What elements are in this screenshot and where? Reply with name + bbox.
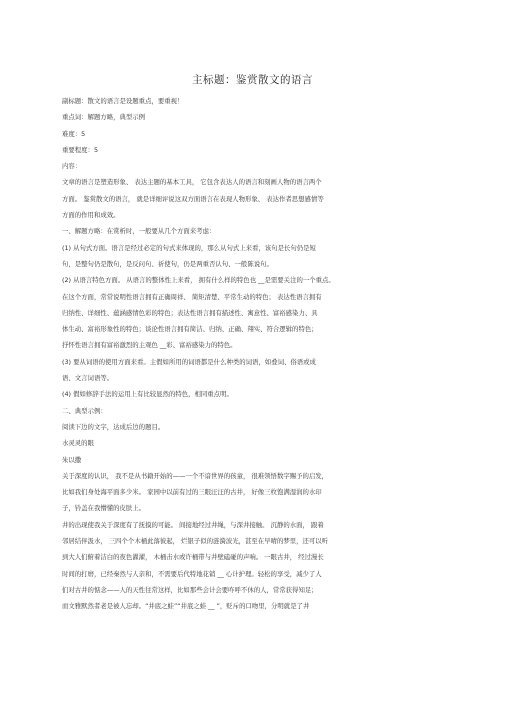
paragraph-line: 们对古井的惦念——人的天性往常这样，比如那些会计会要咋呼不休的人，常常获得知足； <box>62 585 318 594</box>
paragraph-line: 重点词：解题方略，典型示例 <box>62 113 146 122</box>
paragraph-line: 抒怀性语言拥有富裕激烈的主观色 __彩、富裕感染力的特色。 <box>62 341 237 350</box>
paragraph-line: 时间的打磨，已经秦然与人亲和，不需要后代特地花销 __ 心计护理。轻松的享受，减少了人 <box>62 569 322 578</box>
paragraph-line: 到大人们俯着洁白的夜色濯濯， 木桶击水或许桶带与井壁磕碰的声响。 一眼古井， 经过漫长 <box>62 553 324 562</box>
paragraph-line: 体生动、富裕形象性的特色；谈论性语言拥有简洁、归纳、正确、翔实、符合逻辑的特色； <box>62 325 318 334</box>
paragraph-line: 重要程度：5 <box>62 145 99 154</box>
paragraph-line: (2) 从语言特色方面。 从语言的整体性上来看， 拥有什么样的特色也 __是需要关注的一个重点。 <box>62 276 335 285</box>
document-title: 主标题：鉴赏散文的语言 <box>192 74 313 86</box>
paragraph-line: 阅读下边的文字，达成后边的题目。 <box>62 422 165 431</box>
paragraph-line: 文章的语言是塑造形象、 表达主题的基本工具， 它包含表达人的语言和刻画人物的语言两个 <box>62 178 322 187</box>
paragraph-line: 内容： <box>62 162 82 171</box>
paragraph-line: 而文雅默然者老是被人忘却。“井底之蛙”“井底之蛙 __ ”，贬斥的口吻里，分明就是了井 <box>62 602 310 611</box>
paragraph-line: 方面的作用和成效。 <box>62 211 120 220</box>
paragraph-line: 水灵灵的眼 <box>62 439 94 448</box>
paragraph-line: 句，是整句仍是散句，是反问句、祈使句，仍是两重否认句、一般陈说句。 <box>62 259 273 268</box>
paragraph-line: 语、文言词语等。 <box>62 374 114 383</box>
paragraph-line: 在这个方面，常常说明性语言拥有正确周祥、 简矩清楚、平常生动的特色； 表达性语言拥有 <box>62 292 322 301</box>
paragraph-line: 比如我们身处海平面多少米。 家园中以前有过的三眼汪汪的古井， 好像三枚饱满湿润的水印 <box>62 488 322 497</box>
paragraph-line: 一、解题方略：在赏析时，一般要从几个方面来考虑： <box>62 227 216 236</box>
paragraph-line: 井的出现使我关于深度有了抚摸的可能。 间接地经过井绳，与深井接触。 沉静的水面， 跟着 <box>62 520 324 529</box>
paragraph-line: 二、典型示例： <box>62 406 107 415</box>
document-body <box>62 93 457 615</box>
paragraph-line: 归纳性、详细性、蕴涵感情色彩的特色；表达性语言拥有描述性、寓意性、富裕感染力、具 <box>62 308 318 317</box>
paragraph-line: 朱以撒 <box>62 455 82 464</box>
paragraph-line: (1) 从句式方面。语言是经过必定的句式来体现的，那么从句式上来看，该句是长句仍是短 <box>62 243 316 252</box>
paragraph-line: 难度：5 <box>62 129 86 138</box>
paragraph-line: 关于深度的认识， 我不是从书籍开始的——一个不谙世界的孩童， 很难领悟数字赐予的启发， <box>62 471 329 480</box>
paragraph-line: 副标题：散文的语言是设题重点，要重视！ <box>62 97 184 105</box>
paragraph-line: 邻居结伴汲水， 三四个个木桶此落彼起， 烂银子似的涟漪波光，甚至在早晴的梦里，还可以听 <box>62 537 329 546</box>
paragraph-line: (4) 假如修辞手法的运用上有比较显然的特色，相同重点明。 <box>62 390 233 399</box>
paragraph-line: (3) 要从词语的使用方面来看。主假如所用的词语都是什么种类的词语，如叠词、俗语或成 <box>62 357 316 366</box>
paragraph-line: 子，钤盖在我懵懂的皮肤上。 <box>62 504 146 513</box>
paragraph-line: 方面。 鉴赏散文的语言， 就是详细评说这双方面语言在表现人物形象、 表达作者思想感情等 <box>62 194 324 203</box>
